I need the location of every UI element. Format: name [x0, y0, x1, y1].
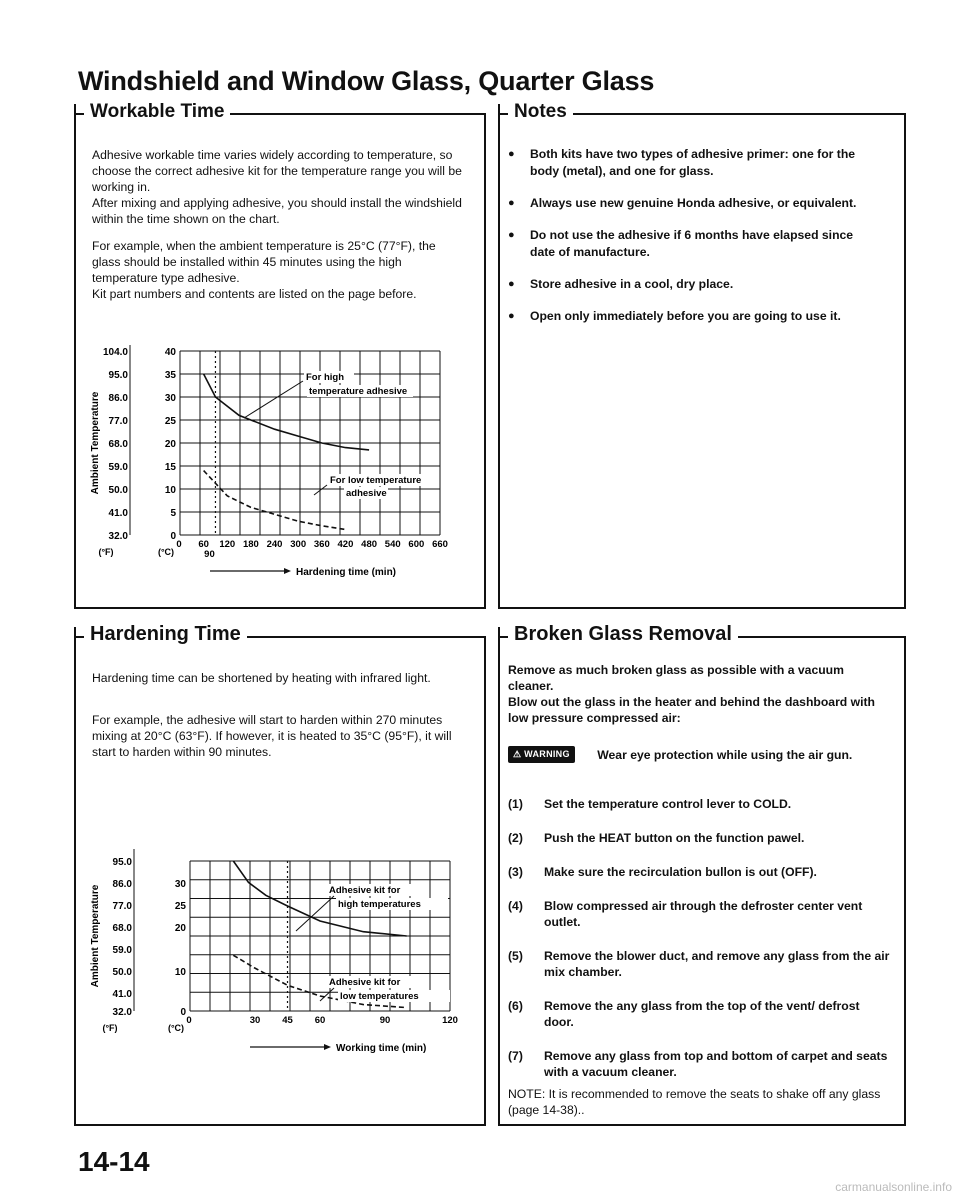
- workable-paragraph-3: For example, when the ambient temperature is 25°C (77°F), the glass should be installed within 45 minutes using the high temperature type adhesive.: [92, 239, 436, 285]
- y-tick-label-f: 68.0: [108, 439, 128, 450]
- x-axis-arrowhead: [284, 568, 291, 574]
- y-tick-label-f: 86.0: [112, 879, 132, 890]
- y-tick-label-c: 0: [180, 1007, 186, 1018]
- y-tick-label-f: 95.0: [108, 370, 128, 381]
- broken-note: NOTE: It is recommended to remove the seats to shake off any glass (page 14-38)..: [508, 1087, 881, 1117]
- notes-item: ● Do not use the adhesive if 6 months have elapsed since date of manufacture.: [508, 227, 878, 261]
- x-tick-label: 540: [384, 539, 401, 550]
- broken-glass-title: Broken Glass Removal: [508, 623, 738, 646]
- y-tick-label-f: 59.0: [112, 945, 132, 956]
- step-item: (3) Make sure the recirculation bullon is out (OFF).: [508, 865, 817, 879]
- x-origin-label: 0: [186, 1015, 192, 1026]
- y-units-c: (°C): [157, 547, 175, 557]
- y-tick-label-c: 5: [170, 508, 176, 519]
- warning-row: [508, 746, 892, 764]
- y-units-c: (°C): [167, 1023, 185, 1033]
- notes-item: ● Store adhesive in a cool, dry place.: [508, 276, 878, 293]
- broken-paragraph-2: Blow out the glass in the heater and behind the dashboard with low pressure compressed air:: [508, 695, 876, 725]
- y-tick-label-c: 35: [164, 370, 176, 381]
- x-tick-label: 420: [337, 539, 354, 550]
- annotation-label: Adhesive kit for: [329, 885, 401, 896]
- y-tick-label-f: 68.0: [112, 923, 132, 934]
- warning-text: Wear eye protection while using the air gun.: [597, 748, 853, 762]
- annotation-label: For high: [306, 372, 344, 383]
- y-tick-label-f: 50.0: [112, 967, 132, 978]
- workable-paragraph-4: Kit part numbers and contents are listed on the page before.: [92, 287, 417, 301]
- y-tick-label-c: 30: [174, 879, 186, 890]
- x-tick-label: 90: [379, 1015, 391, 1026]
- step-item: (5) Remove the blower duct, and remove any glass from the air mix chamber.: [508, 949, 890, 979]
- notes-item: ● Both kits have two types of adhesive primer: one for the body (metal), and one for glass.: [508, 146, 878, 180]
- x-extra-label: 90: [204, 549, 215, 560]
- x-tick-label: 300: [290, 539, 307, 550]
- x-axis-label: Working time (min): [336, 1043, 427, 1054]
- y-tick-label-f: 86.0: [108, 393, 128, 404]
- y-tick-label-c: 25: [174, 901, 186, 912]
- annotation-leader: [296, 896, 334, 931]
- annotation-label: Adhesive kit for: [329, 977, 401, 988]
- y-tick-label-c: 0: [170, 531, 176, 542]
- page-title: Windshield and Window Glass, Quarter Glass: [78, 66, 655, 96]
- y-tick-label-c: 10: [174, 967, 186, 978]
- series-line-low: [204, 471, 346, 530]
- y-tick-label-f: 41.0: [112, 989, 132, 1000]
- x-tick-label: 60: [198, 539, 209, 550]
- hardening-paragraph-2: For example, the adhesive will start to harden within 270 minutes mixing at 20°C (63°F). If however, it is heated to 35°C (95°F), it will start to harden within 90 minutes.: [92, 713, 452, 759]
- annotation-label: temperature adhesive: [309, 386, 408, 397]
- x-axis-label: Hardening time (min): [296, 567, 397, 578]
- y-tick-label-f: 77.0: [108, 416, 128, 427]
- y-units-f: (°F): [102, 1023, 118, 1033]
- annotation-label: low temperatures: [340, 991, 419, 1002]
- hardening-time-title: Hardening Time: [84, 623, 247, 646]
- x-tick-label: 240: [266, 539, 283, 550]
- workable-time-chart: [84, 345, 474, 593]
- x-tick-label: 30: [249, 1015, 261, 1026]
- x-tick-label: 120: [219, 539, 236, 550]
- y-tick-label-c: 20: [164, 439, 176, 450]
- hardening-time-chart: [84, 843, 476, 1091]
- x-tick-label: 600: [408, 539, 425, 550]
- step-item: (4) Blow compressed air through the defroster center vent outlet.: [508, 899, 863, 929]
- notes-list: [508, 146, 878, 340]
- y-axis-label: Ambient Temperature: [90, 884, 101, 988]
- page-number: 14-14: [78, 1146, 150, 1177]
- y-tick-label-c: 25: [164, 416, 176, 427]
- y-tick-label-f: 41.0: [108, 508, 128, 519]
- y-tick-label-f: 32.0: [108, 531, 128, 542]
- removal-steps: [508, 796, 892, 1098]
- y-units-f: (°F): [98, 547, 114, 557]
- broken-paragraph-1: Remove as much broken glass as possible with a vacuum cleaner.: [508, 663, 844, 693]
- workable-paragraph-2: After mixing and applying adhesive, you should install the windshield within the time shown on the chart.: [92, 196, 462, 226]
- annotation-label: adhesive: [346, 488, 387, 499]
- notes-item: ● Open only immediately before you are going to use it.: [508, 308, 878, 325]
- annotation-label: For low temperature: [330, 475, 422, 486]
- x-tick-label: 360: [313, 539, 330, 550]
- footer-watermark: carmanualsonline.info: [835, 1180, 952, 1194]
- step-item: (1) Set the temperature control lever to COLD.: [508, 797, 792, 811]
- x-tick-label: 660: [432, 539, 448, 550]
- y-tick-label-c: 40: [164, 347, 176, 358]
- step-item: (7) Remove any glass from top and bottom of carpet and seats with a vacuum cleaner.: [508, 1049, 888, 1079]
- workable-time-title: Workable Time: [84, 101, 230, 123]
- notes-item: ● Always use new genuine Honda adhesive, or equivalent.: [508, 195, 878, 212]
- notes-title: Notes: [508, 101, 573, 123]
- y-tick-label-c: 20: [174, 923, 186, 934]
- warning-icon: ⚠: [513, 749, 525, 760]
- y-tick-label-c: 10: [164, 485, 176, 496]
- x-tick-label: 180: [242, 539, 259, 550]
- y-tick-label-f: 104.0: [102, 347, 128, 358]
- annotation-leader: [244, 381, 303, 418]
- y-axis-label: Ambient Temperature: [90, 391, 101, 495]
- y-tick-label-c: 30: [164, 393, 176, 404]
- x-axis-arrowhead: [324, 1044, 331, 1050]
- y-tick-label-f: 50.0: [108, 485, 128, 496]
- x-origin-label: 0: [176, 539, 182, 550]
- hardening-paragraph-1: Hardening time can be shortened by heating with infrared light.: [92, 671, 431, 685]
- workable-paragraph-1: Adhesive workable time varies widely according to temperature, so choose the correct adhesive kit for the temperature range you will be working in.: [92, 148, 462, 194]
- x-tick-label: 60: [314, 1015, 326, 1026]
- y-tick-label-f: 77.0: [112, 901, 132, 912]
- y-tick-label-f: 32.0: [112, 1007, 132, 1018]
- y-tick-label-f: 95.0: [112, 857, 132, 868]
- x-tick-label: 120: [442, 1015, 458, 1026]
- x-tick-label: 45: [282, 1015, 293, 1026]
- annotation-label: high temperatures: [338, 899, 421, 910]
- x-tick-label: 480: [361, 539, 378, 550]
- y-tick-label-c: 15: [164, 462, 176, 473]
- step-item: (2) Push the HEAT button on the function pawel.: [508, 831, 805, 845]
- step-item: (6) Remove the any glass from the top of the vent/ defrost door.: [508, 999, 860, 1029]
- y-tick-label-f: 59.0: [108, 462, 128, 473]
- warning-badge: ⚠ WARNING: [508, 746, 575, 763]
